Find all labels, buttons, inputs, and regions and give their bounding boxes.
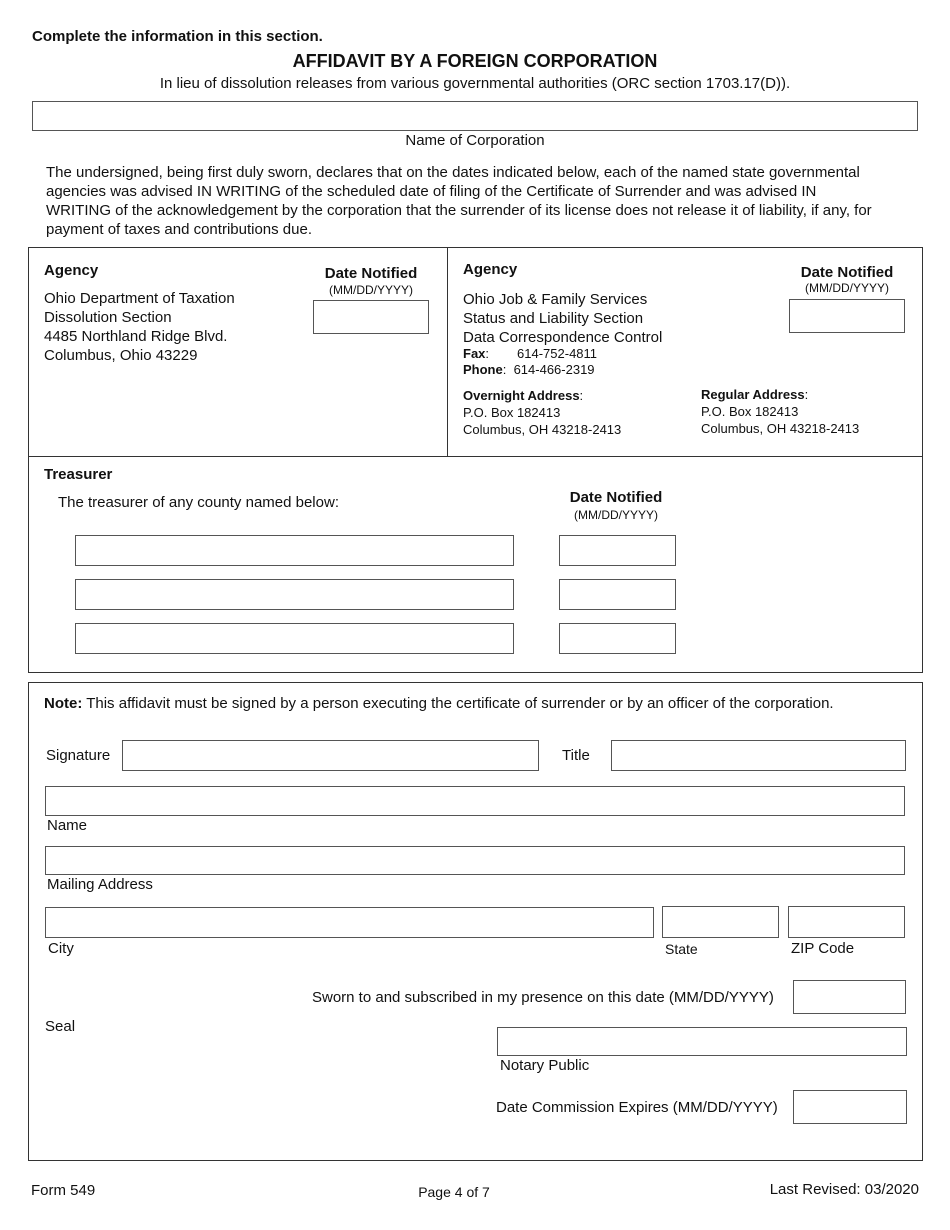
- county-date-field[interactable]: [559, 535, 676, 566]
- notary-public-label: Notary Public: [500, 1057, 590, 1074]
- last-revised: Last Revised: 03/2020: [769, 1181, 919, 1198]
- mailing-address-field[interactable]: [45, 846, 905, 875]
- title-label: Title: [562, 747, 590, 764]
- address-line: Data Correspondence Control: [463, 329, 663, 346]
- date-notified-label: Date Notified: [324, 265, 418, 282]
- jfs-date-field[interactable]: [789, 299, 905, 333]
- address-line: 4485 Northland Ridge Blvd.: [44, 328, 228, 345]
- corporation-name-field[interactable]: [32, 101, 918, 131]
- regular-address: Regular Address: P.O. Box 182413 Columbus, OH 43218-2413: [701, 387, 860, 436]
- address-line: P.O. Box 182413: [463, 405, 561, 420]
- declaration-line: The undersigned, being first duly sworn, declares that on the dates indicated below, each of the named state governmental: [46, 164, 860, 181]
- state-field[interactable]: [662, 906, 779, 938]
- form-title: AFFIDAVIT BY A FOREIGN CORPORATION: [292, 51, 658, 71]
- overnight-label: Overnight Address: [463, 388, 580, 403]
- address-line: Columbus, OH 43218-2413: [463, 422, 622, 437]
- name-field[interactable]: [45, 786, 905, 816]
- fax-number: 614-752-4811: [517, 346, 598, 361]
- county-date-field[interactable]: [559, 623, 676, 654]
- date-notified-label: Date Notified: [800, 264, 894, 281]
- note-label: Note:: [44, 695, 83, 712]
- seal-label: Seal: [45, 1018, 76, 1035]
- commission-expires-label: Date Commission Expires (MM/DD/YYYY): [496, 1099, 778, 1116]
- address-line: Columbus, OH 43218-2413: [701, 421, 860, 436]
- note-text: This affidavit must be signed by a person executing the certificate of surrender or by an officer of the corporation.: [82, 695, 834, 712]
- phone-label: Phone: [463, 362, 503, 377]
- county-field[interactable]: [75, 535, 514, 566]
- agency-heading: Agency: [463, 261, 518, 278]
- signature-label: Signature: [46, 747, 111, 764]
- date-format-hint: (MM/DD/YYYY): [574, 508, 658, 522]
- date-format-hint: (MM/DD/YYYY): [805, 281, 889, 295]
- treasurer-heading: Treasurer: [44, 466, 113, 483]
- address-line: Columbus, Ohio 43229: [44, 347, 198, 364]
- date-format-hint: (MM/DD/YYYY): [329, 283, 413, 297]
- sworn-date-field[interactable]: [793, 980, 906, 1014]
- declaration-text: [46, 163, 926, 239]
- address-line: Status and Liability Section: [463, 310, 644, 327]
- state-label: State: [665, 941, 698, 957]
- page-number: Page 4 of 7: [418, 1184, 490, 1200]
- agency-heading: Agency: [44, 262, 99, 279]
- jfs-address: [463, 290, 662, 347]
- fax-label: Fax: [463, 346, 486, 361]
- sworn-label: Sworn to and subscribed in my presence on this date (MM/DD/YYYY): [312, 989, 774, 1006]
- taxation-address: [44, 289, 235, 365]
- name-label: Name: [47, 817, 88, 834]
- form-number: Form 549: [31, 1182, 96, 1199]
- section-instruction: Complete the information in this section.: [32, 28, 323, 45]
- overnight-address: Overnight Address: P.O. Box 182413 Columbus, OH 43218-2413: [463, 388, 622, 437]
- taxation-date-field[interactable]: [313, 300, 429, 334]
- county-field[interactable]: [75, 579, 514, 610]
- fax-line: Fax: 614-752-4811: [463, 346, 598, 361]
- county-field[interactable]: [75, 623, 514, 654]
- corporation-name-label: Name of Corporation: [405, 132, 545, 149]
- mailing-address-label: Mailing Address: [47, 876, 153, 893]
- signature-field[interactable]: [122, 740, 539, 771]
- address-line: Ohio Job & Family Services: [463, 291, 648, 308]
- address-line: P.O. Box 182413: [701, 404, 799, 419]
- address-line: Dissolution Section: [44, 309, 172, 326]
- zip-code-field[interactable]: [788, 906, 905, 938]
- title-field[interactable]: [611, 740, 906, 771]
- phone-number: 614-466-2319: [513, 362, 595, 377]
- address-line: Ohio Department of Taxation: [44, 290, 235, 307]
- signing-note: [44, 695, 834, 712]
- county-date-field[interactable]: [559, 579, 676, 610]
- declaration-line: payment of taxes and contributions due.: [46, 221, 313, 238]
- city-label: City: [48, 940, 74, 957]
- city-field[interactable]: [45, 907, 654, 938]
- regular-label: Regular Address: [701, 387, 805, 402]
- commission-expires-field[interactable]: [793, 1090, 907, 1124]
- phone-line: Phone: 614-466-2319: [463, 362, 595, 377]
- declaration-line: WRITING of the acknowledgement by the corporation that the surrender of its license does not release it of liability, if any, for: [46, 202, 872, 219]
- zip-code-label: ZIP Code: [791, 940, 855, 957]
- date-notified-label: Date Notified: [569, 489, 663, 506]
- treasurer-description: The treasurer of any county named below:: [58, 494, 339, 511]
- form-subtitle: In lieu of dissolution releases from various governmental authorities (ORC section 1703.17(D)).: [159, 75, 791, 92]
- declaration-line: agencies was advised IN WRITING of the scheduled date of filing of the Certificate of Surrender and was advised IN: [46, 183, 817, 200]
- notary-public-field[interactable]: [497, 1027, 907, 1056]
